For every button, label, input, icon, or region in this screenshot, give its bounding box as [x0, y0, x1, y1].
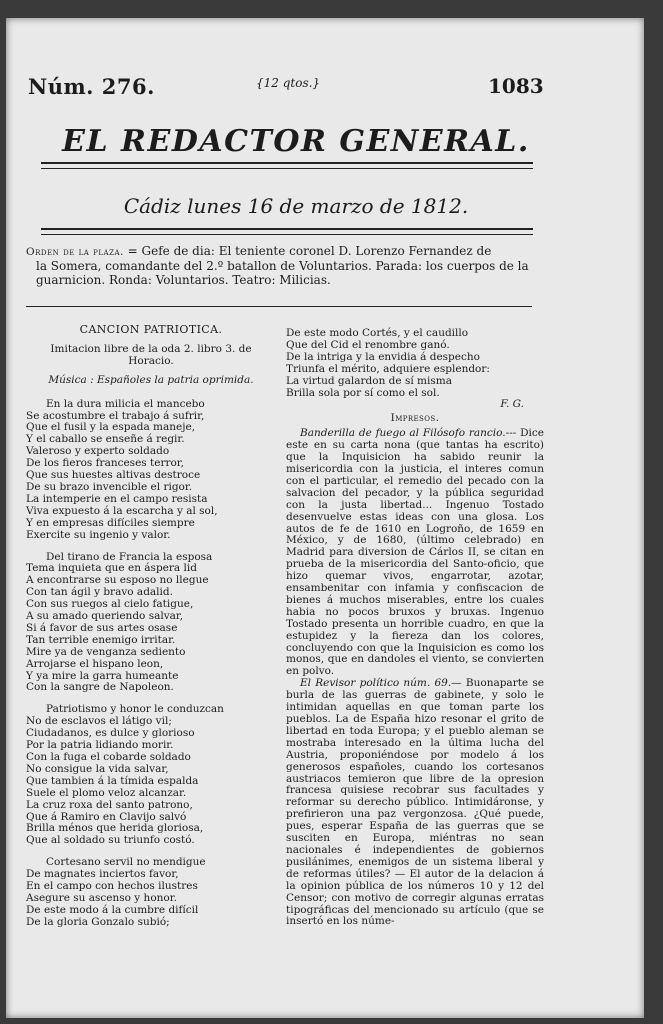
verse-line: Suele el plomo veloz alcanzar.: [26, 786, 187, 799]
verse-line: Tan terrible enemigo irritar.: [26, 633, 176, 646]
order-of-the-day: [26, 244, 532, 287]
verse-line: De los fieros franceses terror,: [26, 457, 185, 470]
verse-line: Con la fuga el cobarde soldado: [26, 751, 191, 763]
right-column: [286, 328, 544, 928]
order-text-2: la Somera, comandante del 2.º batallon de Voluntarios. Parada: los cuerpos de la: [36, 259, 529, 273]
order-text-3: guarnicion. Ronda: Voluntarios. Teatro: Milicias.: [36, 273, 331, 287]
newspaper-title: EL REDACTOR GENERAL.: [62, 124, 530, 159]
verse-line: De este modo á la cumbre difícil: [26, 903, 199, 916]
verse-line: Que al soldado su triunfo costó.: [26, 834, 195, 847]
verse-line: Con tan ágil y bravo adalid.: [26, 586, 173, 599]
verse-line: Que sus huestes altivas destroce: [26, 469, 201, 482]
impreso-item-1-text: --- Dice este en su carta nona (que tantas ha escrito) que la Inquisicion ha sabido reunir la misericordia con la justicia, el interes comun con el particular, el remedio del pecado con la salvacion del pecador, y la pública seguridad con la justa libertad... Ingenuo Tostado desenvuelve estas ideas con una glosa. Los autos de fe de 1610 en Logroño, de 1659 en México, y de 1680, (último celebrado) en Madrid para diversion de Cárlos II, se citan en prueba de la misericordia del Santo-oficio, que hizo quemar vivos, engarrotar, azotar, ensambenitar con infamia y confiscacion de bienes á muchos miserables, entre los cuales habia no pocos bruxos y bruxas. Ingenuo Tostado presenta un horrible cuadro, en que la estupidez y la fiereza dan los colores, concluyendo con que la Inquisicion es como los monos, que en dandoles el viento, se convierten en polvo.: [286, 427, 545, 678]
verse-line: Si á favor de sus artes osase: [26, 621, 178, 634]
verse-line: Brilla sola por sí como el sol.: [286, 386, 440, 399]
verse-line: Mire ya de venganza sediento: [26, 645, 186, 658]
song-stanza: [26, 704, 276, 847]
page-number: 1083: [488, 74, 544, 98]
song-stanza: [26, 552, 276, 695]
song-subtitle: Imitacion libre de la oda 2. libro 3. de Horacio.: [50, 342, 252, 367]
title-rule: [41, 162, 533, 169]
left-column: [26, 324, 276, 939]
verse-line: Con sus ruegos al cielo fatigue,: [26, 598, 194, 611]
newspaper-page: [6, 18, 644, 1018]
verse-line: En el campo con hechos ilustres: [26, 880, 198, 893]
masthead-top-line: [28, 74, 544, 104]
verse-line: La intemperie en el campo resista: [26, 492, 208, 505]
order-lead: Orden de la plaza.: [26, 246, 124, 258]
verse-line: Cortesano servil no mendigue: [46, 856, 206, 869]
verse-line: Ciudadanos, es dulce y glorioso: [26, 727, 195, 740]
verse-line: Que á Ramiro en Clavijo salvó: [26, 810, 187, 823]
verse-line: De magnates inciertos favor,: [26, 868, 179, 881]
sheet-count: {12 qtos.}: [256, 76, 321, 90]
dateline: Cádiz lunes 16 de marzo de 1812.: [123, 194, 469, 218]
impresos-heading: Impresos.: [390, 412, 440, 425]
verse-line: Que tambien á la tímida espalda: [26, 774, 199, 787]
song-music: Música : Españoles la patria oprimida.: [48, 373, 254, 386]
song-signature: F. G.: [500, 398, 524, 411]
verse-line: Arrojarse el hispano leon,: [26, 657, 164, 670]
section-rule: [26, 306, 532, 307]
verse-line: A encontrarse su esposo no llegue: [26, 574, 209, 587]
song-title: CANCION PATRIOTICA.: [79, 323, 223, 336]
verse-line: De su brazo invencible el rigor.: [26, 480, 193, 493]
impreso-item-2: [286, 678, 544, 928]
verse-line: Del tirano de Francia la esposa: [46, 550, 213, 563]
verse-line: Con la sangre de Napoleon.: [26, 681, 174, 694]
order-text-1: = Gefe de dia: El teniente coronel D. Lorenzo Fernandez de: [123, 244, 492, 258]
verse-line: La cruz roxa del santo patrono,: [26, 798, 193, 811]
verse-line: De la intriga y la envidia á despecho: [286, 350, 480, 363]
song-stanza: [26, 857, 276, 928]
impreso-item-1: [286, 428, 544, 678]
issue-number: Núm. 276.: [28, 74, 155, 99]
verse-line: De la gloria Gonzalo subió;: [26, 915, 170, 928]
verse-line: Tema inquieta que en áspera lid: [26, 562, 197, 575]
dateline-rule: [41, 228, 533, 235]
verse-line: Viva expuesto á la escarcha y al sol,: [26, 504, 218, 517]
verse-line: Patriotismo y honor le conduzcan: [46, 703, 224, 716]
verse-line: Y ya mire la garra humeante: [26, 669, 179, 682]
verse-line: Y en empresas difíciles siempre: [26, 516, 195, 529]
verse-line: Y el caballo se enseñe á regir.: [26, 433, 185, 446]
verse-line: Que del Cid el renombre ganó.: [286, 338, 450, 351]
verse-line: Triunfa el mérito, adquiere esplendor:: [286, 362, 490, 375]
verse-line: De este modo Cortés, y el caudillo: [286, 327, 469, 339]
impreso-item-2-text: — Buonaparte se burla de las guerras de gabinete, y solo le intimidan aquellas en que toman parte los pueblos. La de España hizo resonar el grito de libertad en toda Europa; y el pueblo aleman se mostraba interesado en la última lucha del Austria, proponiéndose por modelo á los generosos españoles, cuando los cortesanos austriacos temieron que libre de la opresion francesa quisiese recobrar sus facultades y reformar su derecho público. Intimidáronse, y prefirieron una paz vergonzosa. ¿Qué puede, pues, esperar España de las guerras que se susciten en Europa, miéntras no sean nacionales é independientes de gobiernos pusilánimes, enemigos de un sistema liberal y de reformas útiles? — El autor de la delacion á la opinion pública de los números 10 y 12 del Censor; con motivo de corregir algunas erratas tipográficas del mencionado su artículo (que se insertó en los núme-: [286, 677, 544, 928]
verse-line: No consigue la vida salvar,: [26, 762, 169, 775]
song-stanzas: [26, 399, 276, 929]
verse-line: Por la patria lidiando morir.: [26, 739, 174, 752]
verse-line: Que el fusil y la espada maneje,: [26, 421, 196, 434]
verse-line: Se acostumbre el trabajo á sufrir,: [26, 409, 205, 422]
impreso-item-1-title: Banderilla de fuego al Filósofo rancio.: [300, 427, 506, 440]
verse-line: A su amado queriendo salvar,: [26, 610, 184, 623]
verse-line: No de esclavos el látigo vil;: [26, 715, 172, 728]
song-continuation: [286, 328, 544, 399]
verse-line: Valeroso y experto soldado: [26, 445, 170, 458]
verse-line: Brilla ménos que herida gloriosa,: [26, 822, 204, 835]
verse-line: La virtud galardon de sí misma: [286, 374, 452, 387]
song-stanza: [26, 399, 276, 542]
verse-line: Exercite su ingenio y valor.: [26, 528, 171, 541]
verse-line: En la dura milicia el mancebo: [46, 397, 205, 410]
impreso-item-2-title: El Revisor político núm. 69.: [300, 677, 452, 690]
verse-line: Asegure su ascenso y honor.: [26, 891, 177, 904]
